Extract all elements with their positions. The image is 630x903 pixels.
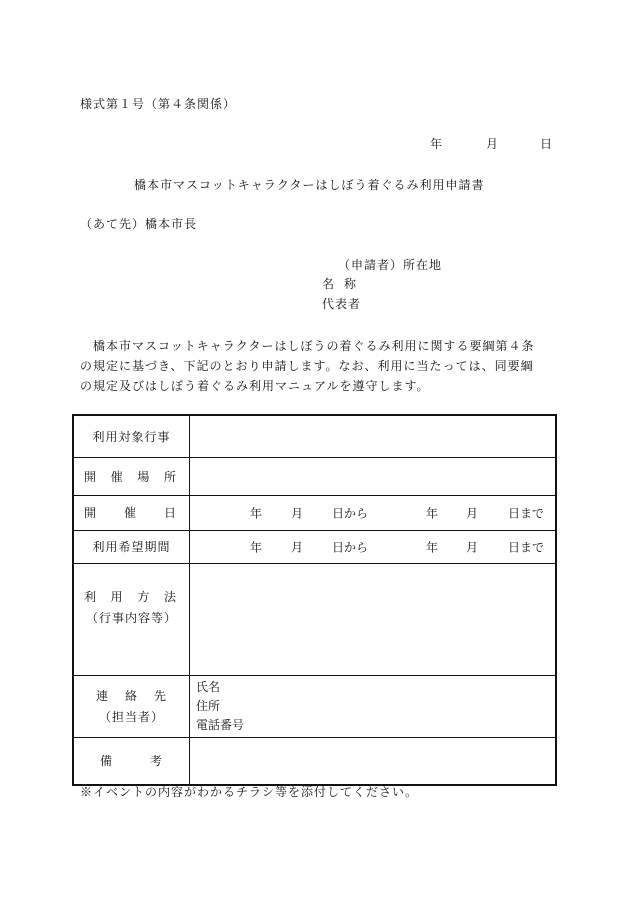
- row-venue: [73, 457, 556, 495]
- range-year: 年: [426, 540, 439, 554]
- contact-address-label: 住所: [196, 698, 221, 713]
- venue-field[interactable]: [190, 457, 557, 495]
- date-month-label: 月: [486, 137, 499, 151]
- application-table: [72, 414, 557, 786]
- applicant-representative-label: 代表者: [322, 297, 362, 311]
- venue-label-char: 開: [84, 469, 98, 484]
- row-date: [73, 495, 556, 530]
- contact-name-label: 氏名: [196, 679, 221, 694]
- application-statement: [80, 336, 560, 396]
- applicant-address-label: （申請者）所在地: [338, 258, 443, 272]
- range-year: 年: [250, 506, 263, 520]
- date-year-label: 年: [430, 137, 443, 151]
- range-from: 日から: [332, 506, 369, 520]
- statement-line: 橋本市マスコットキャラクターはしぼうの着ぐるみ利用に関する要綱第４条: [80, 339, 535, 353]
- contact-label-char: 先: [153, 689, 167, 703]
- contact-label-char: 連: [96, 689, 110, 703]
- date-label: [74, 504, 189, 521]
- date-label-char: 開: [84, 506, 98, 520]
- usage-label-char: 用: [110, 589, 124, 604]
- usage-label-cell: [73, 563, 190, 675]
- contact-label: [74, 687, 189, 704]
- remarks-label-char: 考: [149, 754, 163, 769]
- usage-sublabel: （行事内容等）: [85, 610, 177, 625]
- remarks-label-cell: [73, 737, 190, 785]
- event-label: 利用対象行事: [73, 415, 190, 457]
- contact-sublabel: （担当者）: [98, 710, 164, 724]
- range-until: 日まで: [508, 506, 545, 520]
- period-field[interactable]: [190, 530, 557, 563]
- statement-line: の規定に基づき、下記のとおり申請します。なお、利用に当たっては、同要綱: [80, 359, 534, 373]
- contact-field[interactable]: [190, 675, 557, 737]
- range-year: 年: [426, 506, 439, 520]
- period-label: 利用希望期間: [73, 530, 190, 563]
- date-day-label: 日: [540, 137, 553, 151]
- range-from: 日から: [332, 540, 369, 554]
- venue-label-char: 場: [137, 469, 151, 484]
- venue-label-char: 催: [110, 469, 124, 484]
- row-contact: [73, 675, 556, 737]
- range-year: 年: [250, 540, 263, 554]
- statement-line: の規定及びはしぼう着ぐるみ利用マニュアルを遵守します。: [80, 379, 430, 393]
- contact-label-cell: [73, 675, 190, 737]
- remarks-label-char: 備: [100, 754, 114, 769]
- attachment-note: ※イベントの内容がわかるチラシ等を添付してください。: [80, 785, 419, 799]
- contact-fields: [190, 678, 555, 735]
- venue-label: [74, 468, 189, 485]
- remarks-label: [74, 752, 189, 769]
- date-label-cell: [73, 495, 190, 530]
- row-usage: [73, 563, 556, 675]
- date-label-char: 日: [163, 506, 177, 520]
- usage-label-char: 利: [84, 589, 98, 604]
- usage-label: [74, 588, 189, 605]
- range-until: 日まで: [508, 540, 545, 554]
- usage-label-char: 方: [137, 589, 151, 604]
- contact-label-char: 絡: [124, 689, 138, 703]
- venue-label-cell: [73, 457, 190, 495]
- date-field[interactable]: [190, 495, 557, 530]
- period-range: [190, 531, 555, 563]
- contact-phone-label: 電話番号: [196, 717, 245, 732]
- remarks-field[interactable]: [190, 737, 557, 785]
- date-label-char: 催: [123, 506, 137, 520]
- row-remarks: [73, 737, 556, 785]
- event-field[interactable]: [190, 415, 557, 457]
- venue-label-char: 所: [163, 469, 177, 484]
- range-month: 月: [291, 506, 304, 520]
- usage-field[interactable]: [190, 563, 557, 675]
- row-event: [73, 415, 556, 457]
- range-month: 月: [466, 540, 479, 554]
- addressee: （あて先）橋本市長: [80, 217, 198, 231]
- usage-label-char: 法: [163, 589, 177, 604]
- document-title: 橋本市マスコットキャラクターはしぼう着ぐるみ利用申請書: [134, 178, 485, 192]
- range-month: 月: [466, 506, 479, 520]
- date-range: [190, 496, 555, 530]
- range-month: 月: [291, 540, 304, 554]
- applicant-name-label: 名称: [322, 277, 367, 291]
- form-number: 様式第１号（第４条関係）: [80, 97, 237, 111]
- row-period: [73, 530, 556, 563]
